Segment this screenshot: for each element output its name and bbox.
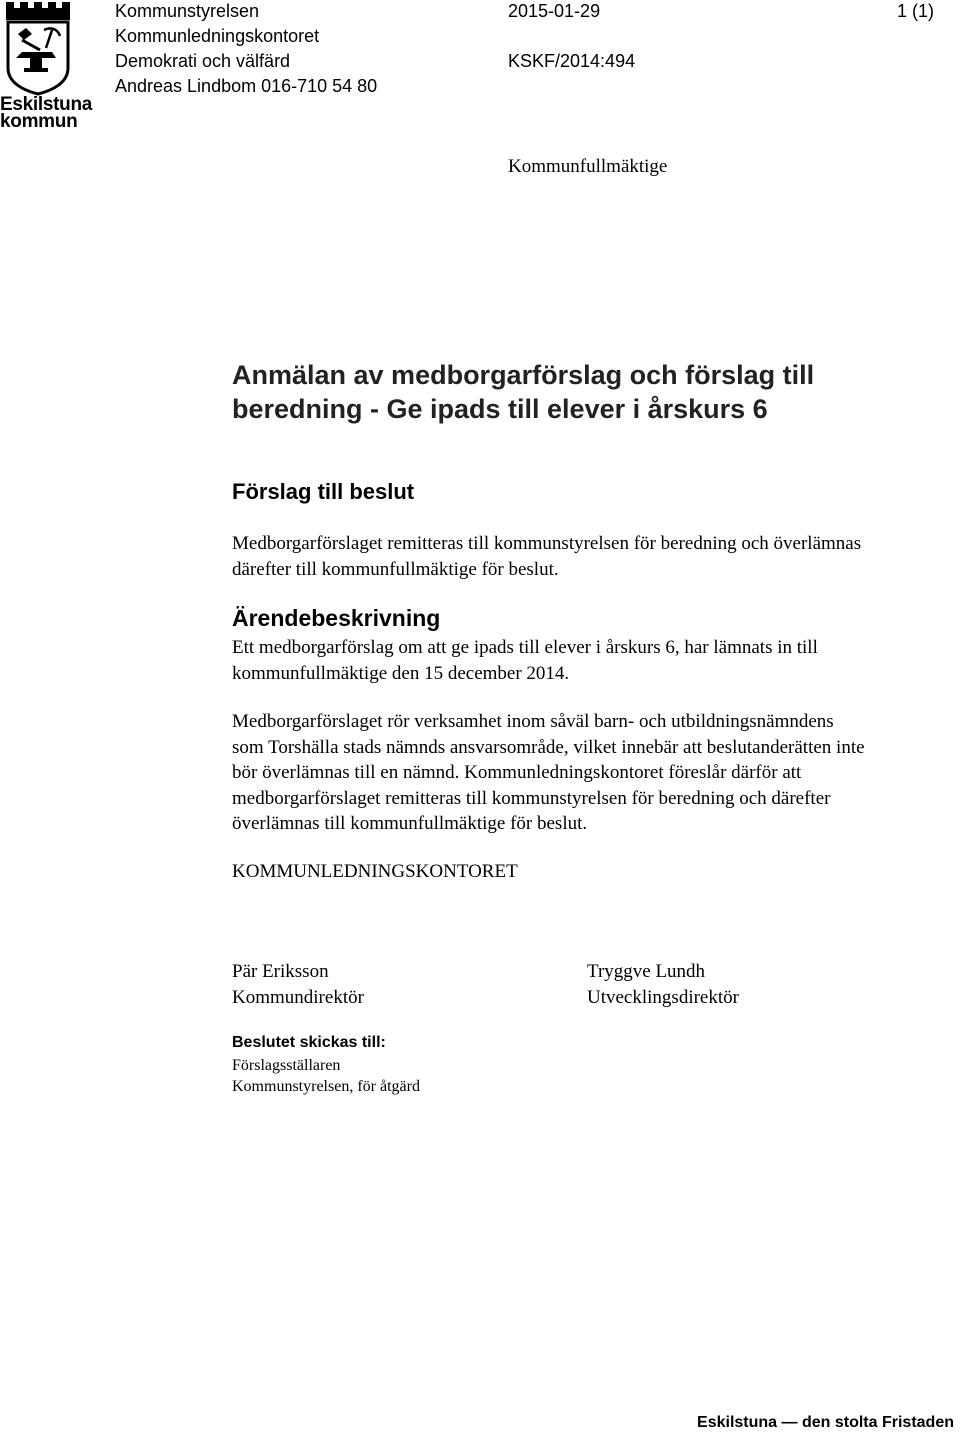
- signature-block: [587, 959, 739, 1010]
- logo-wordmark: [0, 94, 93, 132]
- description-paragraph-1: [232, 635, 957, 686]
- title-line: Anmälan av medborgarförslag och förslag till: [232, 360, 815, 390]
- distribution-heading: Beslutet skickas till:: [232, 1034, 386, 1051]
- paragraph-line: kommunfullmäktige den 15 december 2014.: [232, 662, 570, 684]
- distribution-item: Förslagsställaren: [232, 1057, 341, 1074]
- office-name: KOMMUNLEDNINGSKONTORET: [232, 861, 518, 882]
- signatory-role: Kommundirektör: [232, 986, 364, 1008]
- sender-line: Demokrati och välfärd: [115, 51, 291, 71]
- paragraph-line: medborgarförslaget remitteras till kommunstyrelsen för beredning och därefter: [232, 787, 831, 809]
- sender-line: Kommunstyrelsen: [115, 1, 260, 21]
- description-paragraph-2: [232, 709, 957, 837]
- paragraph-line: som Torshälla stads nämnds ansvarsområde, vilket innebär att beslutanderätten inte: [232, 736, 865, 758]
- signatory-name: Pär Eriksson: [232, 961, 329, 982]
- distribution-item: Kommunstyrelsen, för åtgärd: [232, 1078, 420, 1095]
- sender-block: [115, 0, 377, 99]
- paragraph-line: bör överlämnas till en nämnd. Kommunledningskontoret föreslår därför att: [232, 762, 802, 783]
- section-heading-proposal: Förslag till beslut: [232, 479, 415, 504]
- signature-block: [232, 959, 364, 1010]
- paragraph-line: därefter till kommunfullmäktige för beslut.: [232, 558, 559, 580]
- logo-line1: Eskilstuna: [0, 94, 93, 115]
- logo-line2: kommun: [0, 111, 78, 132]
- section-heading-description: Ärendebeskrivning: [232, 605, 441, 631]
- recipient: Kommunfullmäktige: [508, 156, 668, 177]
- reference-number: KSKF/2014:494: [508, 51, 636, 71]
- document-date: 2015-01-29: [508, 1, 601, 21]
- sender-line: Kommunledningskontoret: [115, 26, 320, 46]
- sender-line: Andreas Lindbom 016-710 54 80: [115, 76, 378, 96]
- proposal-paragraph: [232, 531, 957, 582]
- document-title: [232, 358, 932, 426]
- paragraph-line: Ett medborgarförslag om att ge ipads till elever i årskurs 6, har lämnats in till: [232, 637, 818, 658]
- page-number: 1 (1): [896, 1, 934, 21]
- paragraph-line: Medborgarförslaget remitteras till kommunstyrelsen för beredning och överlämnas: [232, 533, 862, 554]
- title-line: beredning - Ge ipads till elever i årskurs 6: [232, 394, 768, 424]
- footer-slogan: Eskilstuna — den stolta Fristaden: [697, 1414, 954, 1431]
- distribution-list: [232, 1055, 420, 1097]
- signatory-role: Utvecklingsdirektör: [587, 986, 739, 1008]
- paragraph-line: Medborgarförslaget rör verksamhet inom såväl barn- och utbildningsnämndens: [232, 711, 834, 732]
- paragraph-line: överlämnas till kommunfullmäktige för beslut.: [232, 813, 588, 834]
- signatory-name: Tryggve Lundh: [587, 961, 706, 982]
